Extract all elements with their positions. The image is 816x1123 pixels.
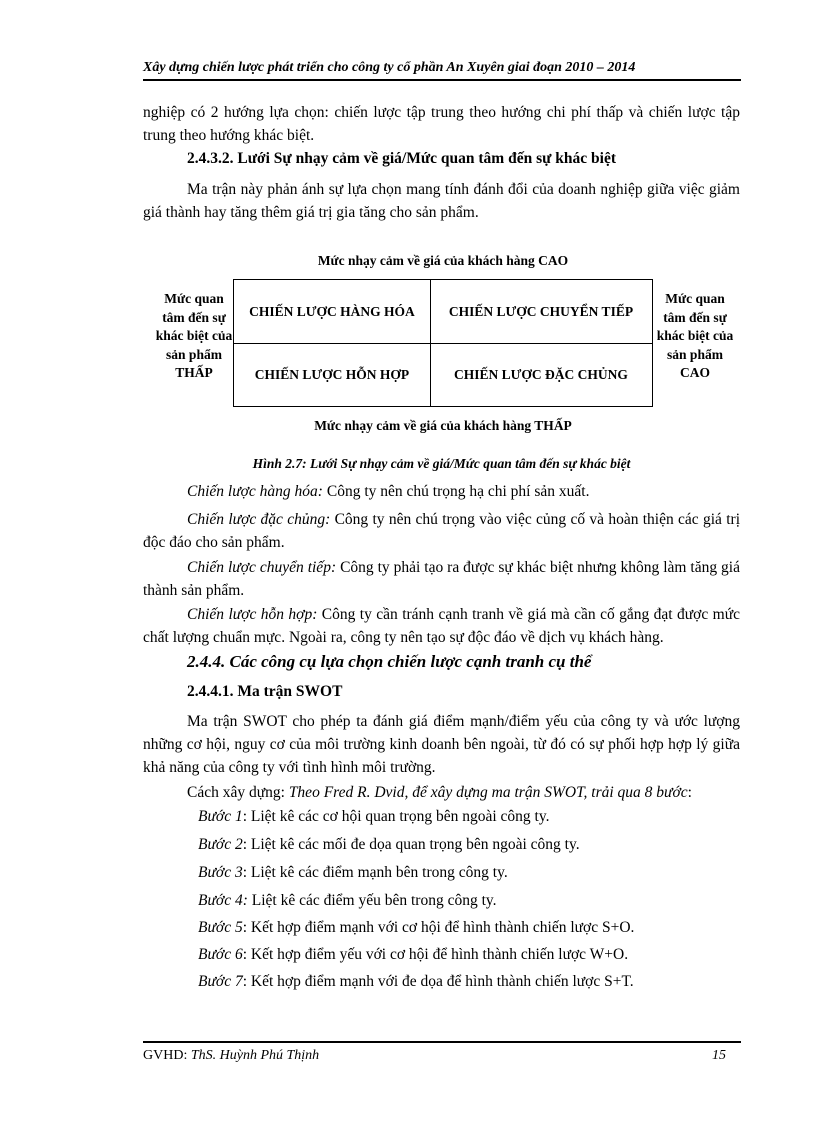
header-rule [143,79,741,81]
figure-bottom-label: Mức nhạy cảm về giá của khách hàng THẤP [314,418,572,433]
cell-hybrid-strategy: CHIẾN LƯỢC HỖN HỢP [254,366,410,382]
strategy-matrix [233,279,653,407]
footer-rule [143,1041,741,1043]
strategy-hybrid: Chiến lược hỗn hợp: Công ty cần tránh cạnh tranh về giá mà cần cố gắng đạt được mức chất lượng chuẩn mực. Ngoài ra, công ty nên tạo sự độc đáo về dịch vụ khách hàng. [143,606,740,646]
step-4: Bước 4: Liệt kê các điểm yếu bên trong công ty. [198,892,497,909]
section-2441-heading: 2.4.4.1. Ma trận SWOT [187,683,343,700]
step-2: Bước 2: Liệt kê các mối đe dọa quan trọng bên ngoài công ty. [198,836,580,853]
figure-left-label: Mức quan tâm đến sự khác biệt của sản phẩm THẤP [155,291,233,380]
figure-caption: Hình 2.7: Lưới Sự nhạy cảm về giá/Mức quan tâm đến sự khác biệt [252,456,631,471]
strategy-commodity: Chiến lược hàng hóa: Công ty nên chú trọng hạ chi phí sản xuất. [187,483,590,500]
step-7: Bước 7: Kết hợp điểm mạnh với đe dọa để hình thành chiến lược S+T. [198,973,634,990]
footer-advisor: GVHD: ThS. Huỳnh Phú Thịnh [143,1048,320,1063]
swot-method: Cách xây dựng: Theo Fred R. Dvid, để xây dựng ma trận SWOT, trải qua 8 bước: [187,784,692,801]
section-2432-heading: 2.4.3.2. Lưới Sự nhạy cảm về giá/Mức quan tâm đến sự khác biệt [187,150,617,167]
step-3: Bước 3: Liệt kê các điểm mạnh bên trong công ty. [198,864,508,881]
cell-specialty-strategy: CHIẾN LƯỢC ĐẶC CHỦNG [454,366,628,382]
step-5: Bước 5: Kết hợp điểm mạnh với cơ hội để hình thành chiến lược S+O. [198,919,635,936]
strategy-specialty: Chiến lược đặc chủng: Công ty nên chú trọng vào việc củng cố và hoàn thiện các giá trị độc đáo cho sản phẩm. [143,511,741,551]
cell-commodity-strategy: CHIẾN LƯỢC HÀNG HÓA [249,303,415,319]
cell-transition-strategy: CHIẾN LƯỢC CHUYỂN TIẾP [448,303,634,319]
section-2441-paragraph: Ma trận SWOT cho phép ta đánh giá điểm mạnh/điểm yếu của công ty và ước lượng những cơ hội, nguy cơ của môi trường kinh doanh bên ngoài, từ đó có sự phối hợp hợp lý giữa khả năng của công ty với tình hình môi trường. [143,713,740,776]
strategy-transition: Chiến lược chuyển tiếp: Công ty phải tạo ra được sự khác biệt nhưng không làm tăng giá thành sản phẩm. [143,559,740,599]
step-1: Bước 1: Liệt kê các cơ hội quan trọng bên ngoài công ty. [198,808,550,825]
figure-top-label: Mức nhạy cảm về giá của khách hàng CAO [317,253,569,268]
page-number: 15 [712,1048,726,1063]
figure-right-label: Mức quan tâm đến sự khác biệt của sản phẩm CAO [656,291,734,380]
section-244-heading: 2.4.4. Các công cụ lựa chọn chiến lược cạnh tranh cụ thể [187,652,592,671]
intro-paragraph: nghiệp có 2 hướng lựa chọn: chiến lược tập trung theo hướng chi phí thấp và chiến lược tập trung theo hướng khác biệt. [143,104,740,144]
running-header: Xây dựng chiến lược phát triển cho công ty cổ phần An Xuyên giai đoạn 2010 – 2014 [143,60,636,75]
section-2432-paragraph: Ma trận này phản ánh sự lựa chọn mang tính đánh đổi của doanh nghiệp giữa việc giảm giá thành hay tăng thêm giá trị gia tăng cho sản phẩm. [143,181,740,221]
step-6: Bước 6: Kết hợp điểm yếu với cơ hội để hình thành chiến lược W+O. [198,946,629,963]
